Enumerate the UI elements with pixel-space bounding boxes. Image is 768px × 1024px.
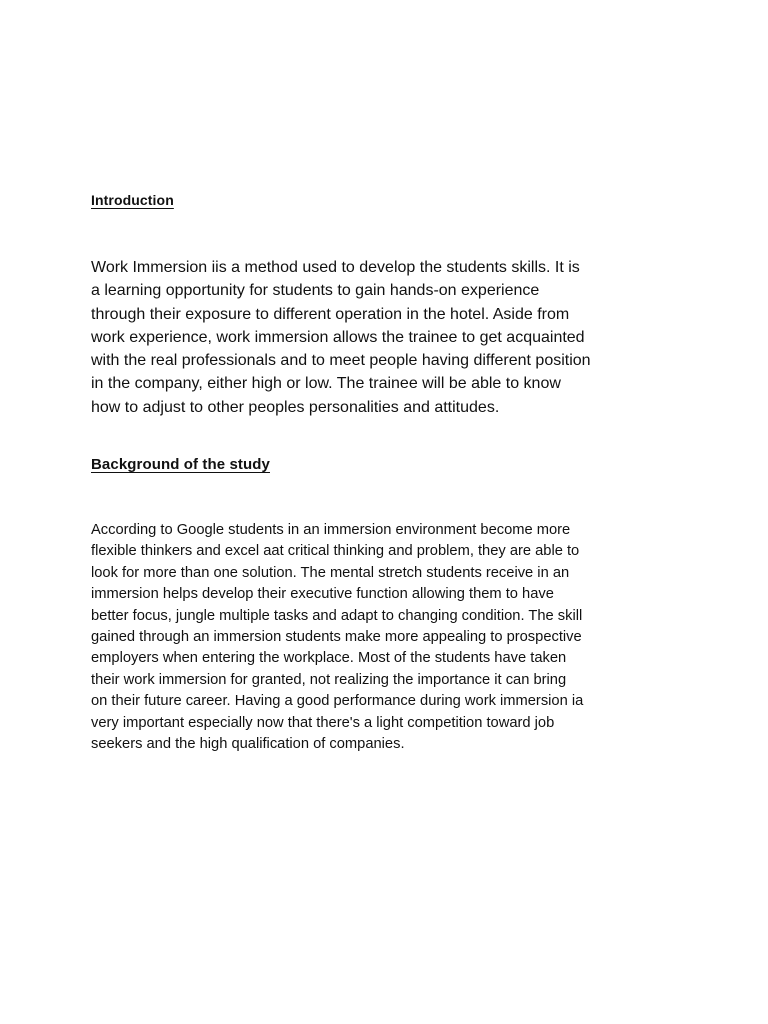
introduction-heading: Introduction — [91, 192, 174, 208]
introduction-paragraph: Work Immersion iis a method used to develop the students skills. It is a learning opportunity for students to gain hands-on experience through their exposure to different operation in the hotel. Aside from work experience, work immersion allows the trainee to get acquainted with the real professionals and to meet people having different position in the company, either high or low. The trainee will be able to know how to adjust to other peoples personalities and attitudes. — [91, 259, 591, 416]
background-heading: Background of the study — [91, 456, 270, 473]
background-paragraph: According to Google students in an immersion environment become more flexible thinkers and excel aat critical thinking and problem, they are able to look for more than one solution. The mental stretch students receive in an immersion helps develop their executive function allowing them to have better focus, jungle multiple tasks and adapt to changing condition. The skill gained through an immersion students make more appealing to prospective employers when entering the workplace. Most of the students have taken their work immersion for granted, not realizing the importance it can bring on their future career. Having a good performance during work immersion ia very important especially now that there's a light competition toward job seekers and the high qualification of companies. — [91, 522, 584, 753]
